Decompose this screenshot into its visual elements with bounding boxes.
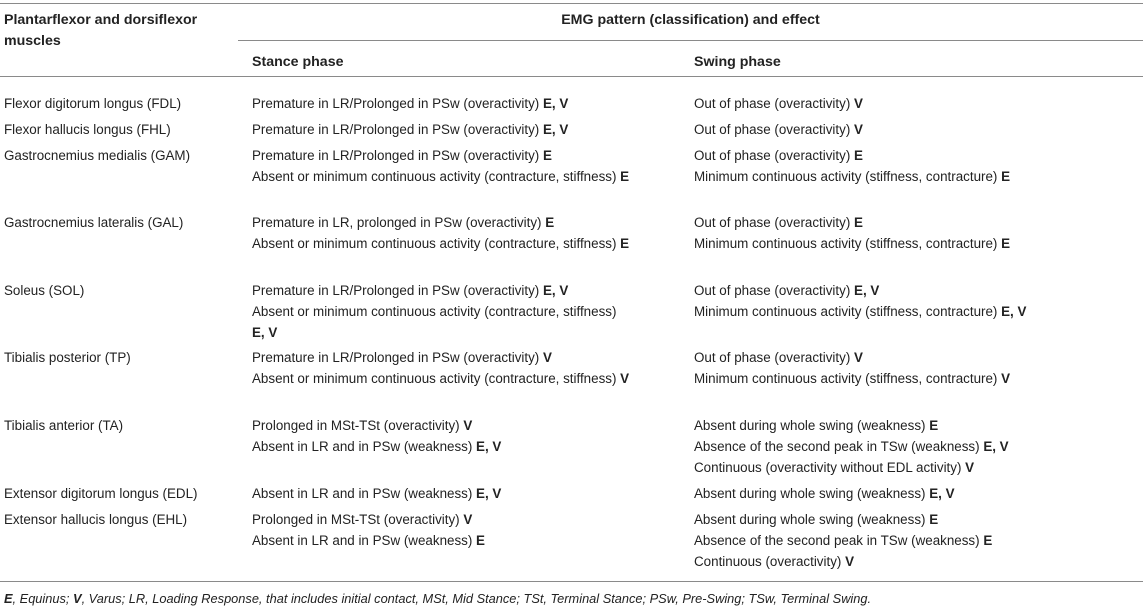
- stance-cell: [252, 145, 632, 187]
- swing-entry: [694, 166, 1139, 187]
- effect-code: E: [929, 512, 939, 527]
- effect-code: E: [854, 148, 863, 163]
- pattern-text: Prolonged in MSt-TSt (overactivity): [252, 418, 464, 433]
- header-swing-phase: Swing phase: [694, 54, 781, 70]
- effect-code: E, V: [983, 439, 1009, 454]
- footnote-v-abbr: V: [73, 591, 82, 606]
- muscle-cell: Extensor digitorum longus (EDL): [4, 486, 198, 501]
- stance-cell: [252, 93, 632, 114]
- effect-code: E: [983, 533, 993, 548]
- header-bottom-rule: [0, 76, 1143, 77]
- stance-entry: [252, 509, 632, 530]
- effect-code: E: [1001, 169, 1011, 184]
- swing-cell: [694, 145, 1139, 187]
- pattern-text: Prolonged in MSt-TSt (overactivity): [252, 512, 464, 527]
- swing-cell: [694, 483, 1139, 504]
- stance-cell: [252, 280, 632, 343]
- stance-entry: [252, 233, 632, 254]
- pattern-text: Continuous (overactivity without EDL activity): [694, 460, 966, 475]
- stance-entry: [252, 483, 632, 504]
- pattern-text: Premature in LR/Prolonged in PSw (overactivity): [252, 283, 543, 298]
- pattern-text: Absence of the second peak in TSw (weakness): [694, 533, 984, 548]
- swing-entry: [694, 212, 1139, 233]
- swing-entry: [694, 551, 1139, 572]
- effect-code: E, V: [543, 283, 569, 298]
- swing-entry: [694, 368, 1139, 389]
- footnote-v-text: , Varus; LR, Loading Response, that includes initial contact, MSt, Mid Stance; TSt, Terminal Stance; PSw, Pre-Swing; TSw, Terminal Swing.: [81, 591, 872, 606]
- table-footnote: [4, 590, 1139, 608]
- pattern-text: Minimum continuous activity (stiffness, contracture): [694, 236, 1002, 251]
- effect-code: E: [929, 418, 939, 433]
- pattern-text: Out of phase (overactivity): [694, 350, 855, 365]
- pattern-text: Premature in LR/Prolonged in PSw (overactivity): [252, 96, 543, 111]
- stance-cell: [252, 415, 632, 457]
- stance-entry: [252, 145, 632, 166]
- stance-entry: [252, 166, 632, 187]
- effect-code: E, V: [854, 283, 880, 298]
- muscle-cell: Soleus (SOL): [4, 283, 85, 298]
- effect-code: E, V: [476, 486, 502, 501]
- swing-entry: [694, 347, 1139, 368]
- effect-code: V: [965, 460, 975, 475]
- effect-code: V: [854, 96, 863, 111]
- swing-cell: [694, 415, 1139, 478]
- muscle-cell: Gastrocnemius lateralis (GAL): [4, 215, 184, 230]
- effect-code: E, V: [543, 96, 569, 111]
- pattern-text: Absent or minimum continuous activity (contracture, stiffness): [252, 371, 621, 386]
- effect-code: E, V: [929, 486, 955, 501]
- pattern-text: Out of phase (overactivity): [694, 283, 855, 298]
- swing-entry: [694, 93, 1139, 114]
- swing-entry: [694, 280, 1139, 301]
- stance-cell: [252, 119, 632, 140]
- effect-code: V: [620, 371, 630, 386]
- pattern-text: Minimum continuous activity (stiffness, contracture): [694, 169, 1002, 184]
- footnote-e-text: , Equinus;: [12, 591, 74, 606]
- swing-cell: [694, 93, 1139, 114]
- effect-code: E, V: [543, 122, 569, 137]
- swing-entry: [694, 415, 1139, 436]
- swing-cell: [694, 119, 1139, 140]
- effect-code: E: [1001, 236, 1011, 251]
- effect-code: V: [854, 350, 863, 365]
- effect-code: V: [845, 554, 855, 569]
- swing-cell: [694, 347, 1139, 389]
- pattern-text: Out of phase (overactivity): [694, 148, 855, 163]
- swing-cell: [694, 280, 1139, 322]
- effect-code: E: [545, 215, 555, 230]
- header-span-rule: [238, 40, 1143, 41]
- muscle-cell: Flexor digitorum longus (FDL): [4, 96, 182, 111]
- effect-code: V: [1001, 371, 1011, 386]
- effect-code: V: [854, 122, 863, 137]
- pattern-text: Premature in LR/Prolonged in PSw (overactivity): [252, 350, 543, 365]
- muscle-cell: Flexor hallucis longus (FHL): [4, 122, 171, 137]
- pattern-text: Out of phase (overactivity): [694, 215, 855, 230]
- stance-cell: [252, 212, 632, 254]
- pattern-text: Absent or minimum continuous activity (contracture, stiffness): [252, 304, 617, 319]
- pattern-text: Continuous (overactivity): [694, 554, 846, 569]
- stance-entry: [252, 280, 632, 301]
- pattern-text: Premature in LR/Prolonged in PSw (overactivity): [252, 148, 543, 163]
- muscle-cell: Gastrocnemius medialis (GAM): [4, 148, 191, 163]
- pattern-text: Premature in LR, prolonged in PSw (overactivity): [252, 215, 546, 230]
- table-top-rule: [0, 3, 1143, 4]
- swing-entry: [694, 436, 1139, 457]
- header-stance-phase: Stance phase: [252, 54, 344, 70]
- stance-entry: [252, 415, 632, 436]
- pattern-text: Absent or minimum continuous activity (contracture, stiffness): [252, 169, 621, 184]
- stance-entry: [252, 530, 632, 551]
- effect-code: V: [463, 512, 473, 527]
- muscle-cell: Tibialis anterior (TA): [4, 418, 124, 433]
- pattern-text: Minimum continuous activity (stiffness, contracture): [694, 371, 1002, 386]
- effect-code: V: [543, 350, 552, 365]
- effect-code: E, V: [476, 439, 502, 454]
- stance-entry: [252, 119, 632, 140]
- effect-code: V: [463, 418, 473, 433]
- header-emg-pattern: EMG pattern (classification) and effect: [561, 12, 820, 28]
- effect-code: E, V: [252, 325, 278, 340]
- swing-entry: [694, 145, 1139, 166]
- table-bottom-rule: [0, 581, 1143, 582]
- effect-code: E: [620, 169, 630, 184]
- pattern-text: Out of phase (overactivity): [694, 96, 855, 111]
- swing-entry: [694, 233, 1139, 254]
- stance-entry: [252, 368, 632, 389]
- stance-entry: [252, 347, 632, 368]
- swing-cell: [694, 212, 1139, 254]
- stance-cell: [252, 483, 632, 504]
- pattern-text: Minimum continuous activity (stiffness, contracture): [694, 304, 1002, 319]
- swing-cell: [694, 509, 1139, 572]
- stance-entry: [252, 301, 632, 343]
- stance-entry: [252, 436, 632, 457]
- stance-cell: [252, 509, 632, 551]
- swing-entry: [694, 457, 1139, 478]
- muscle-cell: Extensor hallucis longus (EHL): [4, 512, 188, 527]
- pattern-text: Absent in LR and in PSw (weakness): [252, 439, 477, 454]
- pattern-text: Absent during whole swing (weakness): [694, 486, 930, 501]
- footnote-e-abbr: E: [4, 591, 13, 606]
- effect-code: E: [620, 236, 630, 251]
- swing-entry: [694, 509, 1139, 530]
- pattern-text: Absent or minimum continuous activity (contracture, stiffness): [252, 236, 621, 251]
- muscle-cell: Tibialis posterior (TP): [4, 350, 131, 365]
- pattern-text: Absent during whole swing (weakness): [694, 418, 930, 433]
- stance-cell: [252, 347, 632, 389]
- pattern-text: Absent in LR and in PSw (weakness): [252, 486, 477, 501]
- pattern-text: Out of phase (overactivity): [694, 122, 855, 137]
- pattern-text: Absent in LR and in PSw (weakness): [252, 533, 477, 548]
- effect-code: E: [543, 148, 552, 163]
- header-muscles: Plantarflexor and dorsiflexor muscles: [4, 12, 198, 49]
- effect-code: E, V: [1001, 304, 1027, 319]
- effect-code: E: [854, 215, 863, 230]
- stance-entry: [252, 212, 632, 233]
- swing-entry: [694, 483, 1139, 504]
- pattern-text: Absence of the second peak in TSw (weakness): [694, 439, 984, 454]
- pattern-text: Absent during whole swing (weakness): [694, 512, 930, 527]
- swing-entry: [694, 530, 1139, 551]
- pattern-text: Premature in LR/Prolonged in PSw (overactivity): [252, 122, 543, 137]
- stance-entry: [252, 93, 632, 114]
- effect-code: E: [476, 533, 485, 548]
- swing-entry: [694, 301, 1139, 322]
- swing-entry: [694, 119, 1139, 140]
